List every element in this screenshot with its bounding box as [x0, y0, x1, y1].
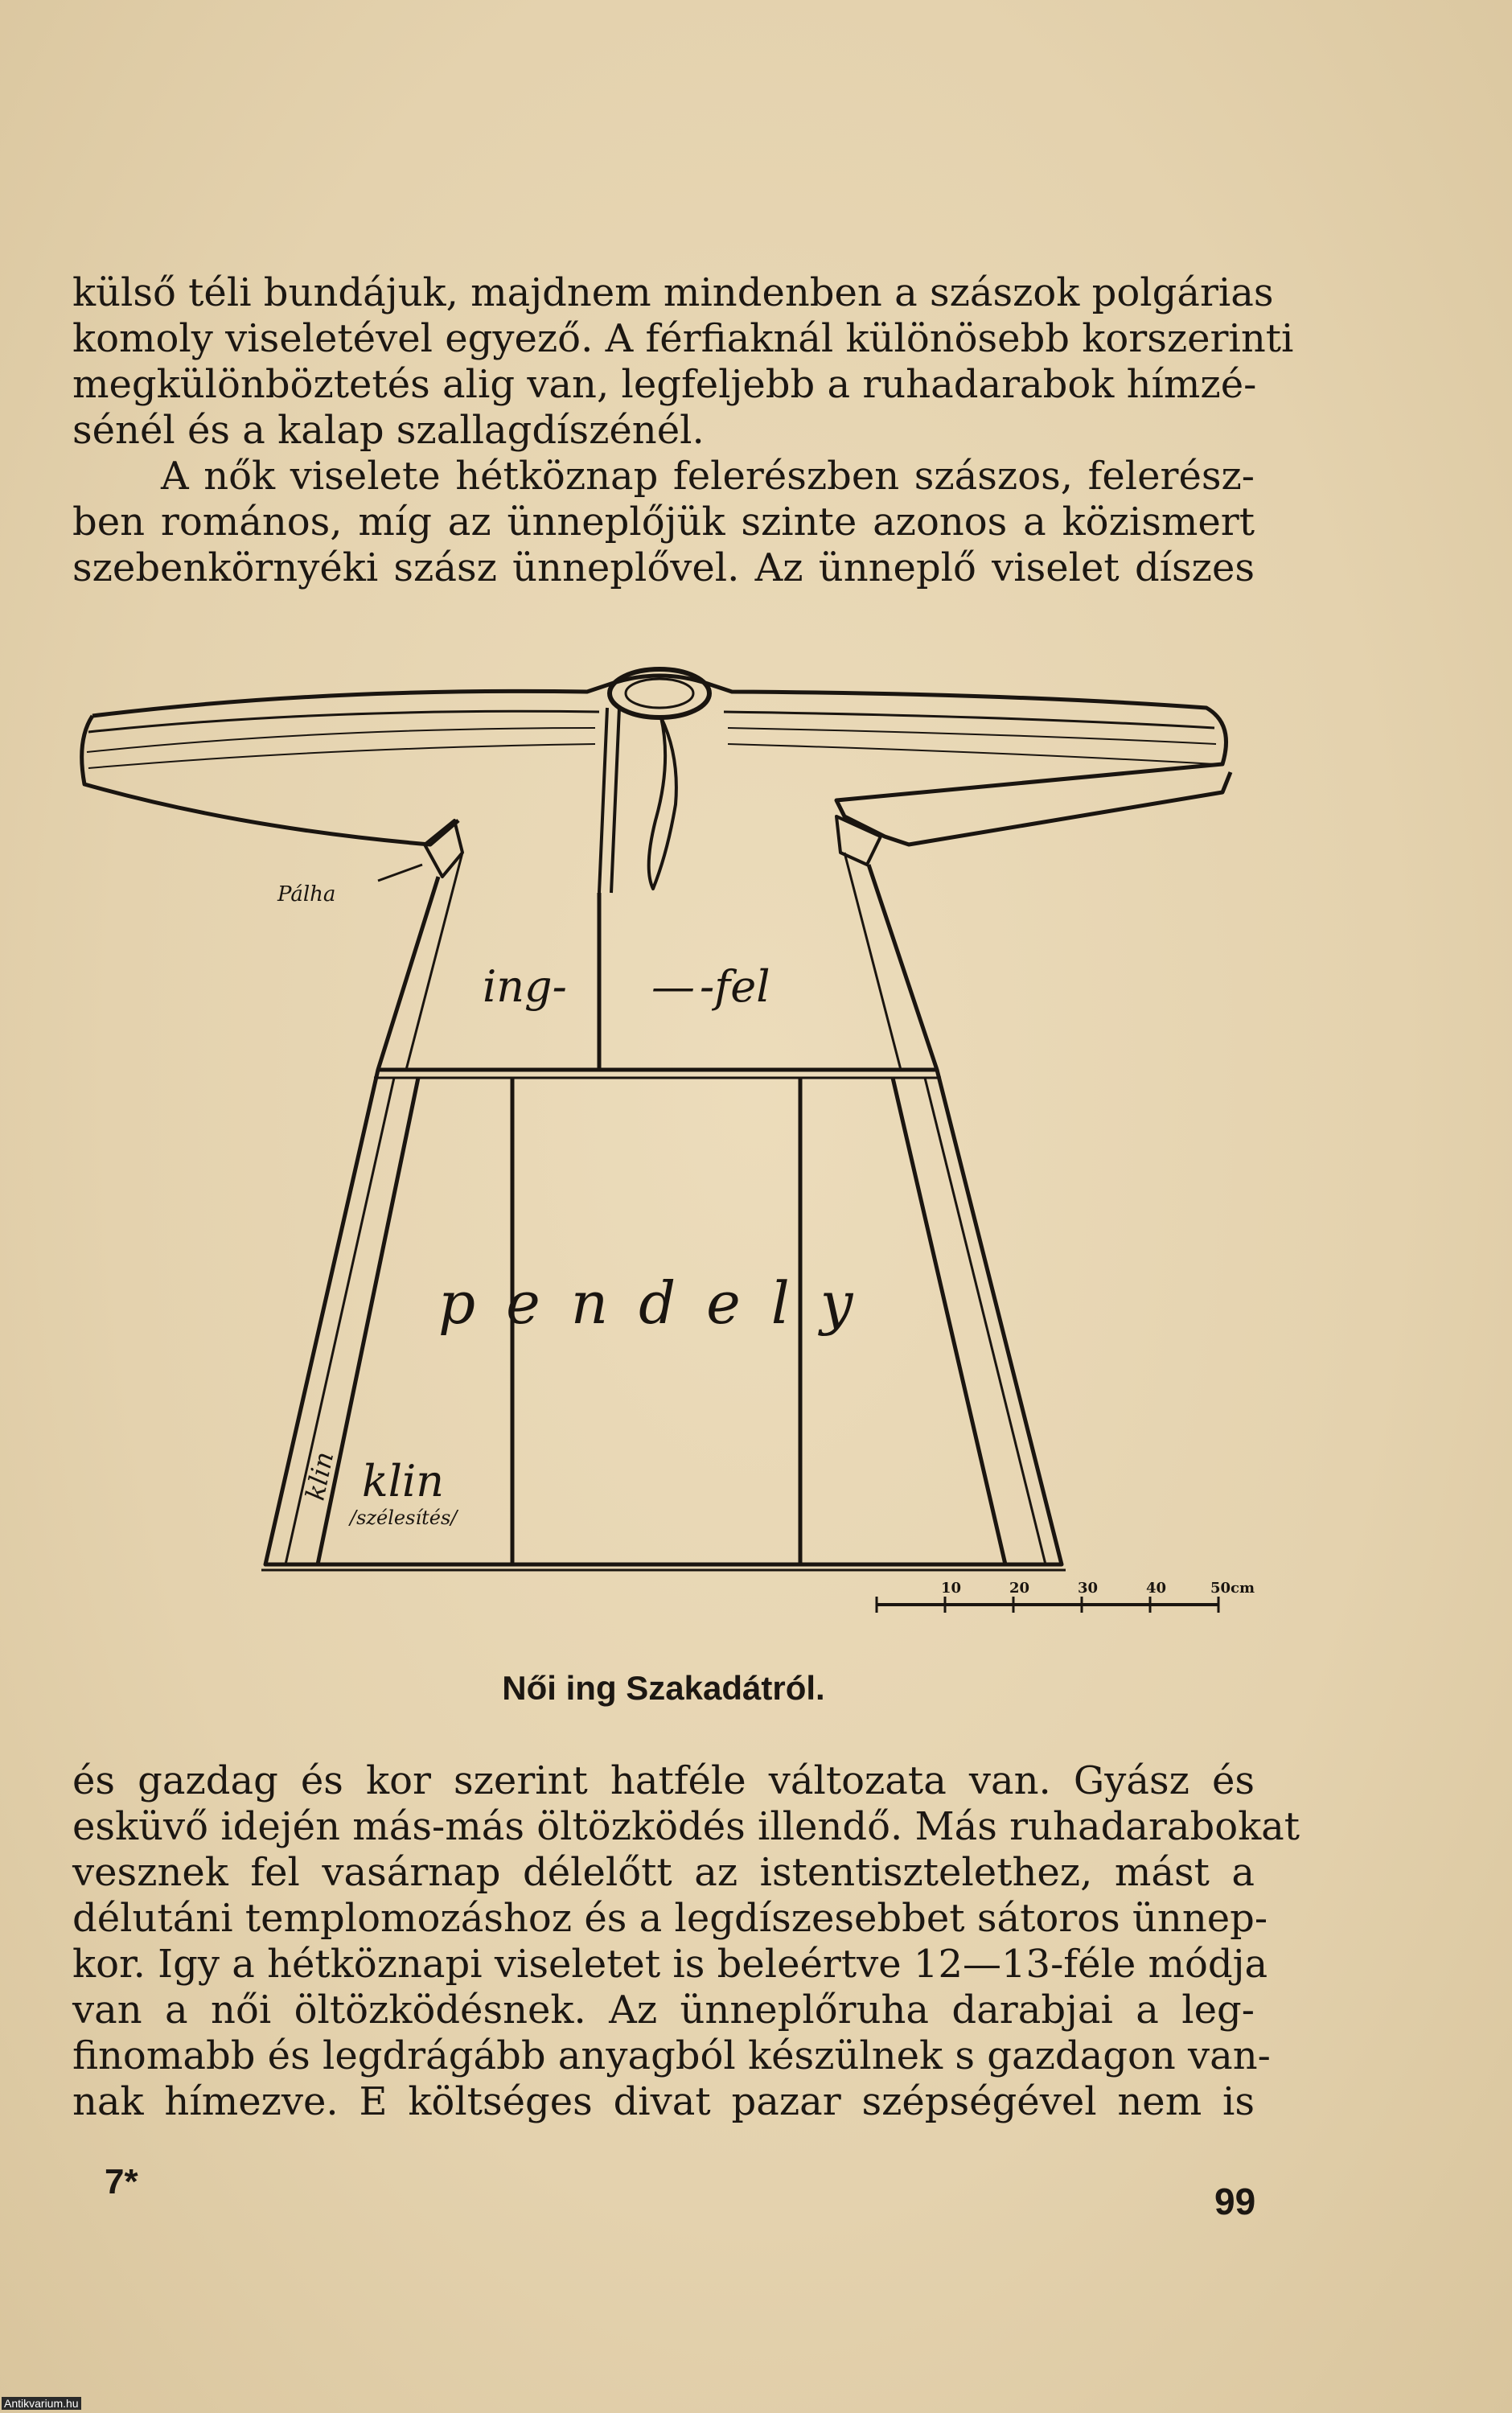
text-line: ben romános, míg az ünneplőjük szinte azonos a közismert: [72, 499, 1255, 545]
label-klin-side: klin: [299, 1449, 340, 1503]
text-line: finomabb és legdrágább anyagból készülnek s gazdagon van-: [72, 2033, 1271, 2078]
label-fel: -fel: [700, 961, 770, 1012]
scale-tick-50: 50cm: [1210, 1580, 1255, 1597]
scale-tick-20: 20: [1009, 1580, 1030, 1597]
text-line: van a női öltözködésnek. Az ünneplőruha darabjai a leg-: [72, 1988, 1255, 2033]
figure-caption: Női ing Szakadátról.: [502, 1669, 825, 1707]
text-line: komoly viseletével egyező. A férfiaknál különösebb korszerinti: [72, 316, 1294, 361]
label-pendely: pendely: [438, 1269, 884, 1337]
label-ing: ing-: [483, 961, 567, 1012]
text-line: esküvő idején más-más öltözködés illendő. Más ruhadarabokat: [72, 1804, 1300, 1849]
text-line: szebenkörnyéki szász ünneplővel. Az ünneplő viselet díszes: [72, 545, 1255, 590]
page-number: 99: [1214, 2181, 1256, 2222]
scale-tick-10: 10: [941, 1580, 962, 1597]
text-line: sénél és a kalap szallagdíszénél.: [72, 408, 705, 453]
label-szelesites: /szélesítés/: [350, 1507, 458, 1529]
label-dash: —: [651, 961, 695, 1012]
text-line: délutáni templomozáshoz és a legdíszesebbet sátoros ünnep-: [72, 1896, 1268, 1941]
text-line: és gazdag és kor szerint hatféle változata van. Gyász és: [72, 1758, 1255, 1803]
text-line: A nők viselete hétköznap felerészben szászos, felerész-: [161, 454, 1255, 499]
text-line: nak hímezve. E költséges divat pazar szépségével nem is: [72, 2079, 1255, 2124]
text-line: külső téli bundájuk, majdnem mindenben a szászok polgárias: [72, 270, 1274, 315]
scale-tick-40: 40: [1146, 1580, 1167, 1597]
scale-tick-30: 30: [1078, 1580, 1099, 1597]
text-line: kor. Igy a hétköznapi viseletet is beleértve 12—13-féle módja: [72, 1942, 1268, 1987]
label-klin: klin: [362, 1456, 445, 1507]
watermark: Antikvarium.hu: [2, 2397, 81, 2410]
text-line: vesznek fel vasárnap délelőtt az istentisztelethez, mást a: [72, 1850, 1255, 1895]
paragraph-bottom: [72, 1758, 1300, 2125]
label-palha: Pálha: [277, 882, 336, 906]
text-line: megkülönböztetés alig van, legfeljebb a ruhadarabok hímzé-: [72, 362, 1257, 407]
signature-mark: 7*: [105, 2162, 138, 2201]
